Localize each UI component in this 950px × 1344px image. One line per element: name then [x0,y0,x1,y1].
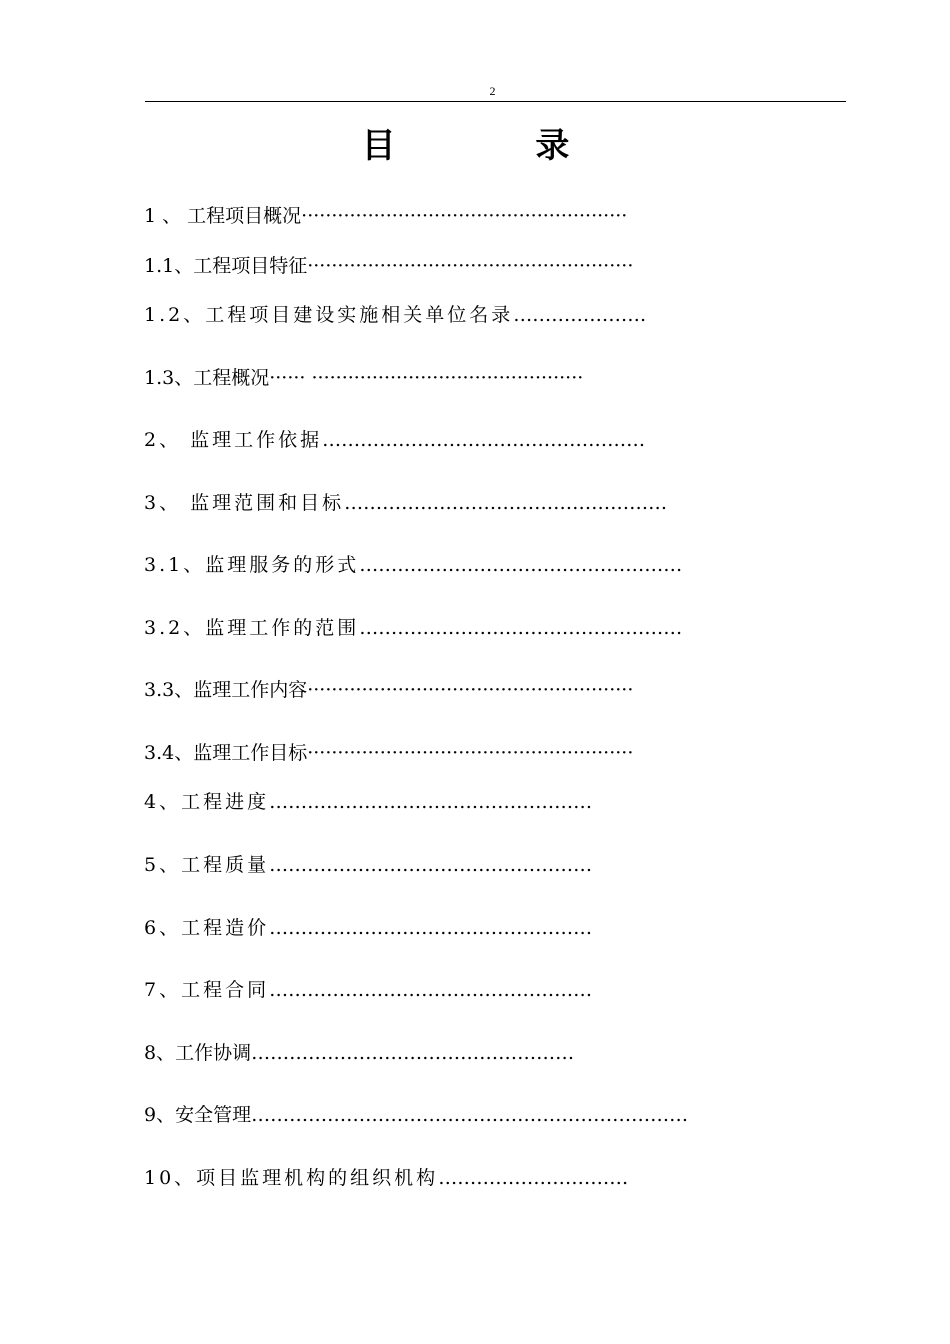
toc-entry-leader: …………………………………………… [359,554,683,576]
toc-entry-label: 2、 监理工作依据 [144,429,323,451]
toc-entry[interactable] [144,1041,574,1065]
page-number: 2 [489,84,496,98]
toc-entry[interactable] [144,204,627,228]
header-rule [145,101,846,102]
toc-entry-label: 4、工程进度 [144,791,270,813]
toc-entry-label: 3、 监理范围和目标 [144,492,345,514]
toc-entry[interactable] [144,428,645,452]
toc-entry-leader: …………………………………………… [269,979,593,1001]
toc-entry-leader: ………………………… [438,1167,629,1189]
toc-entry-leader: …………………………………………… [322,429,646,451]
toc-entry-leader: ······ ············································· [269,367,584,389]
toc-entry-label: 10、项目监理机构的组织机构 [144,1167,439,1189]
toc-entry[interactable] [144,303,646,327]
toc-entry-leader: …………………………………………… [269,917,593,939]
toc-entry-label: 1.1、工程项目特征 [144,255,308,277]
toc-entry-leader: …………………………………………… [251,1042,575,1064]
toc-entry[interactable] [144,1166,628,1190]
toc-entry[interactable] [144,978,592,1002]
toc-entry-label: 3.2、监理工作的范围 [144,617,360,639]
toc-entry[interactable] [144,790,592,814]
toc-entry-leader: ······················································ [307,679,634,701]
toc-entry-label: 9、安全管理 [144,1104,252,1126]
toc-entry-leader: …………………………………………… [269,791,593,813]
toc-entry[interactable] [144,616,682,640]
toc-entry[interactable] [144,491,667,515]
toc-entry[interactable] [144,254,633,278]
toc-entry-label: 8、工作协调 [144,1042,252,1064]
toc-entry-leader: …………………………………………… [359,617,683,639]
toc-entry-label: 5、工程质量 [144,854,270,876]
toc-entry-leader: ······················································ [307,742,634,764]
toc-entry[interactable] [144,741,633,765]
toc-entry-label: 1.2、工程项目建设实施相关单位名录 [144,304,514,326]
toc-entry-label: 1 、 工程项目概况 [144,205,302,227]
toc-entry-label: 3.4、监理工作目标 [144,742,308,764]
toc-entry[interactable] [144,678,633,702]
toc-entry-label: 1.3、工程概况 [144,367,270,389]
toc-entry-leader: ······················································ [307,255,634,277]
toc-entry[interactable] [144,1103,688,1127]
toc-entry-leader: …………………………………………… [344,492,668,514]
toc-entry-leader: ………………… [513,304,647,326]
toc-entry[interactable] [144,853,592,877]
toc-entry-label: 3.3、监理工作内容 [144,679,308,701]
toc-entry-leader: …………………………………………………………… [251,1104,689,1126]
page-title: 目 录 [361,126,634,166]
toc-entry-leader: …………………………………………… [269,854,593,876]
toc-entry-label: 6、工程造价 [144,917,270,939]
toc-entry[interactable] [144,916,592,940]
toc-entry-label: 3.1、监理服务的形式 [144,554,360,576]
toc-entry-leader: ······················································ [301,205,628,227]
toc-entry[interactable] [144,553,682,577]
toc-entry-label: 7、工程合同 [144,979,270,1001]
toc-entry[interactable] [144,366,583,390]
